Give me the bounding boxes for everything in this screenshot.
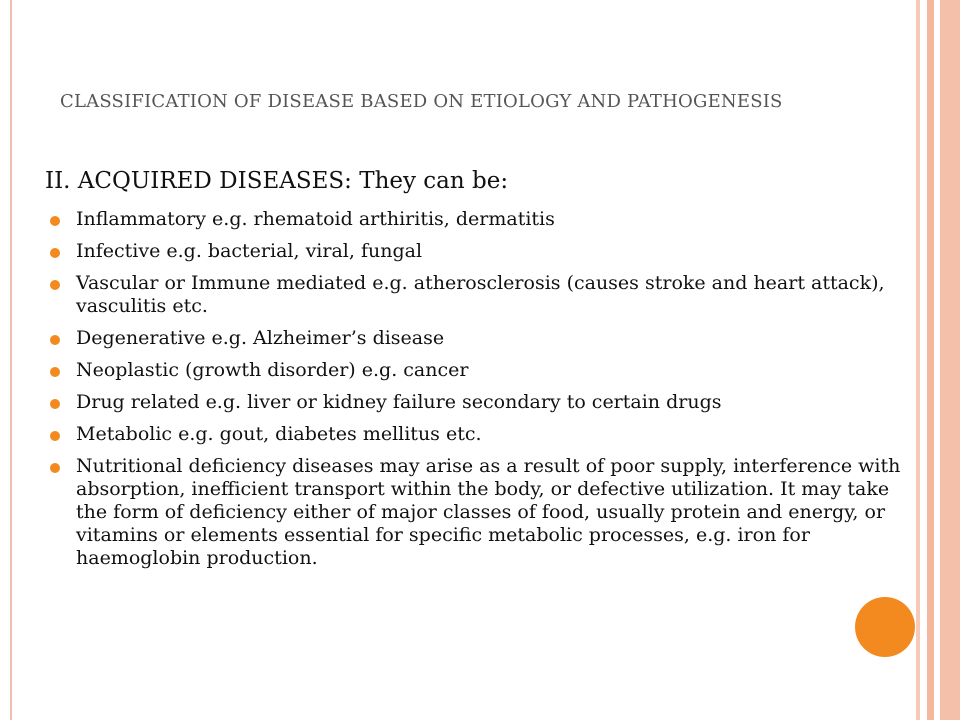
right-decorative-stripes <box>916 0 960 720</box>
list-item <box>48 327 908 350</box>
bullet-icon <box>50 335 60 345</box>
bullet-text: Vascular or Immune mediated e.g. atherosclerosis (causes stroke and heart attack), vasculitis etc. <box>76 272 885 317</box>
list-item <box>48 423 908 446</box>
stripe <box>940 0 960 720</box>
list-item <box>48 208 908 231</box>
section-heading: II. ACQUIRED DISEASES: They can be: <box>45 168 509 194</box>
slide-title: CLASSIFICATION OF DISEASE BASED ON ETIOLOGY AND PATHOGENESIS <box>60 91 783 112</box>
list-item <box>48 240 908 263</box>
bullet-icon <box>50 431 60 441</box>
bullet-text: Drug related e.g. liver or kidney failure secondary to certain drugs <box>76 391 722 413</box>
stripe <box>927 0 934 720</box>
decorative-orange-circle <box>855 597 915 657</box>
list-item <box>48 455 908 570</box>
bullet-icon <box>50 399 60 409</box>
list-item <box>48 272 908 318</box>
bullet-text: Metabolic e.g. gout, diabetes mellitus etc. <box>76 423 482 445</box>
list-item <box>48 391 908 414</box>
bullet-icon <box>50 463 60 473</box>
bullet-list <box>48 208 908 579</box>
bullet-text: Inflammatory e.g. rhematoid arthiritis, dermatitis <box>76 208 555 230</box>
bullet-text: Nutritional deficiency diseases may arise as a result of poor supply, interference with absorption, inefficient transport within the body, or defective utilization. It may take the form of deficiency either of major classes of food, usually protein and energy, or vitamins or elements essential for specific metabolic processes, e.g. iron for haemoglobin production. <box>76 455 901 569</box>
bullet-text: Infective e.g. bacterial, viral, fungal <box>76 240 423 262</box>
bullet-icon <box>50 280 60 290</box>
bullet-icon <box>50 216 60 226</box>
bullet-text: Degenerative e.g. Alzheimer’s disease <box>76 327 445 349</box>
stripe <box>920 0 927 720</box>
bullet-text: Neoplastic (growth disorder) e.g. cancer <box>76 359 469 381</box>
bullet-icon <box>50 367 60 377</box>
list-item <box>48 359 908 382</box>
bullet-icon <box>50 248 60 258</box>
left-border-line <box>10 0 12 720</box>
